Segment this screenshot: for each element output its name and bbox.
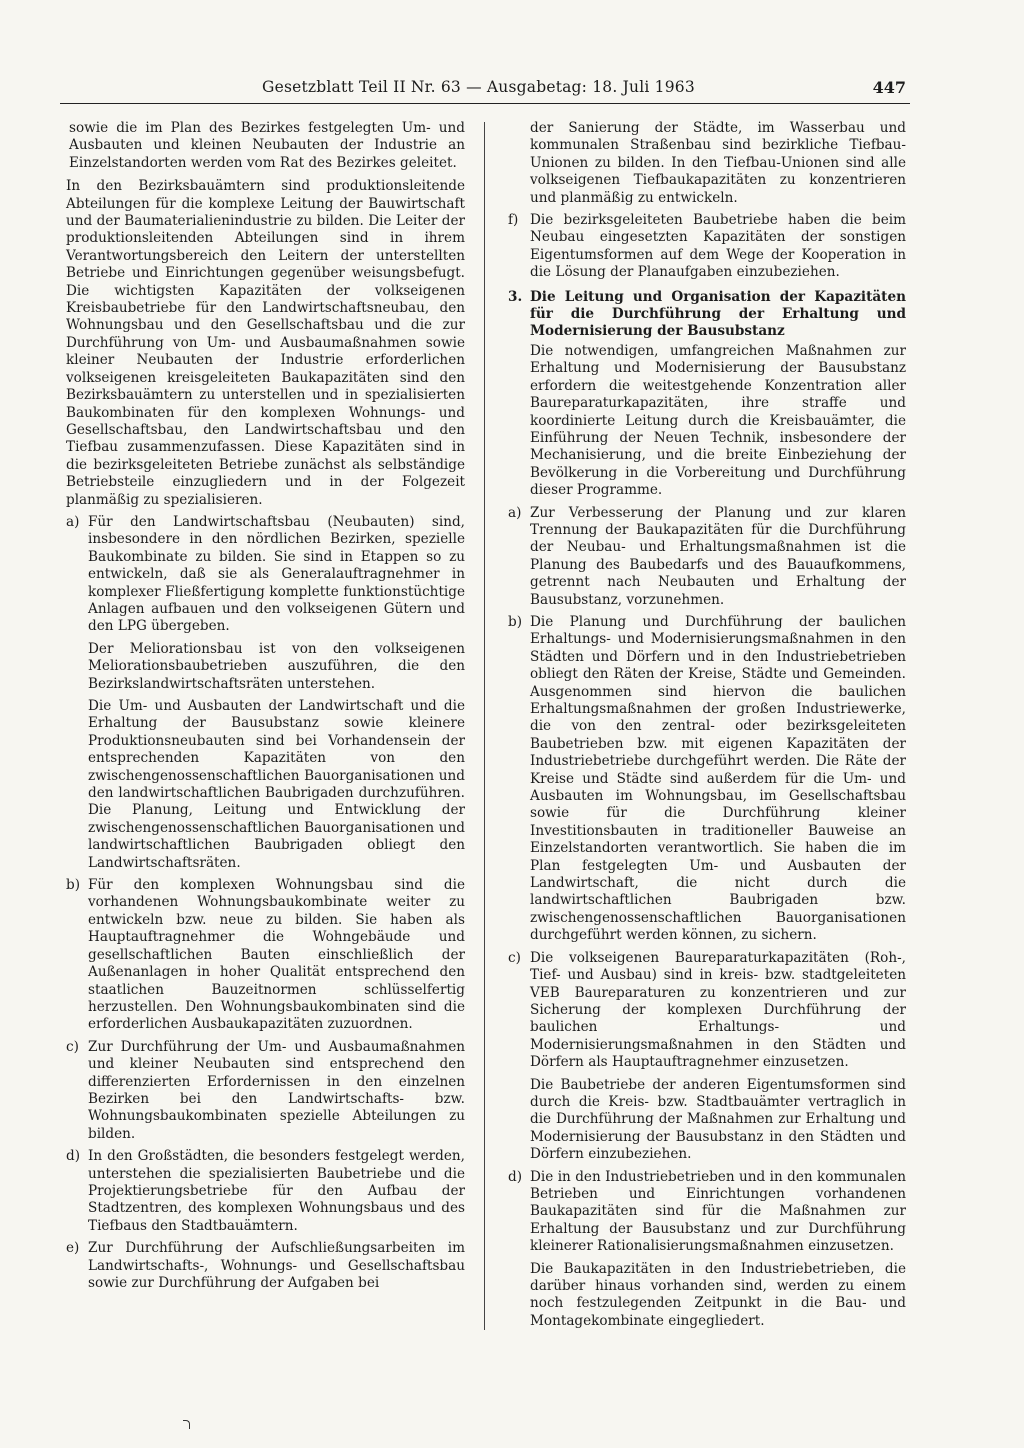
list-item-c [508, 950, 906, 1164]
item-marker: a) [66, 513, 80, 530]
page-number: 447 [872, 78, 906, 97]
item-paragraph: Die bezirksgeleiteten Baubetriebe haben die beim Neubau eingesetzten Kapazitäten der sonstigen Eigentumsformen auf dem Wege der Kooperation in die Lösung der Planaufgaben einzubeziehen. [530, 212, 906, 281]
item-marker: d) [66, 1148, 81, 1165]
header-rule [60, 103, 910, 104]
item-paragraph: Zur Verbesserung der Planung und zur klaren Trennung der Baukapazitäten für die Durchführung der Neubau- und Erhaltungsmaßnahmen ist die Planung des Baubedarfs und des Bauaufkommens, getrennt nach Neubauten und Erhaltung der Bausubstanz, vorzunehmen. [530, 504, 906, 608]
item-paragraph: Die in den Industriebetrieben und in den kommunalen Betrieben und Einrichtungen vorhandenen Baukapazitäten sind für die Maßnahmen zur Erhaltung der Bausubstanz und zur Durchführung kleinerer Rationalisierungsmaßnahmen einzusetzen. [530, 1168, 906, 1255]
page-header [262, 78, 912, 102]
item-marker: e) [66, 1240, 80, 1257]
item-paragraph: Für den komplexen Wohnungsbau sind die vorhandenen Wohnungsbaukombinate weiter zu entwickeln bzw. neue zu bilden. Sie haben als Hauptauftragnehmer die Wohngebäude und gesellschaftlichen Bauten einschließlich der Außenanlagen in hoher Qualität entsprechend den staatlichen Bauzeitnormen schlüsselfertig herzustellen. Den Wohnungsbaukombinaten sind die erforderlichen Ausbaukapazitäten zuzuordnen. [88, 877, 465, 1033]
item-marker: f) [508, 212, 519, 229]
item-marker: b) [66, 877, 81, 894]
item-paragraph: Die Baukapazitäten in den Industriebetrieben, die darüber hinaus vorhanden sind, werden zu einem noch festzulegenden Zeitpunkt in die Bau- und Montagekombinate eingegliedert. [530, 1260, 906, 1329]
item-paragraph: Die Planung und Durchführung der baulichen Erhaltungs- und Modernisierungsmaßnahmen in den Städten und Dörfern und in den Industriebetrieben obliegt den Räten der Kreise, Städte und Gemeinden. Ausgenommen sind hiervon die baulichen Erhaltungsmaßnahmen der großen Industriewerke, die von den zentral- oder bezirksgeleiteten Baubetrieben bzw. mit eigenen Kapazitäten der Industriebetriebe durchgeführt werden. Die Räte der Kreise und Städte sind außerdem für die Um- und Ausbauten im Wohnungsbau, im Gesellschaftsbau sowie für die Durchführung kleiner Investitionsbauten in traditioneller Bauweise an Einzelstandorten verantwortlich. Sie haben die im Plan festgelegten Um- und Ausbauten der Landwirtschaft, die nicht durch die landwirtschaftlichen Baubrigaden bzw. zwischengenossenschaftlichen Bauorganisationen durchgeführt werden können, zu sichern. [530, 613, 906, 944]
item-marker: d) [508, 1168, 523, 1185]
list-item-c [66, 1039, 465, 1143]
section-3 [508, 289, 906, 500]
list-item-d [508, 1169, 906, 1331]
item-marker: a) [508, 504, 522, 521]
section-number: 3. [508, 288, 523, 305]
list-item-b [66, 877, 465, 1034]
list-item-e-continued [508, 120, 906, 207]
stray-print-mark [183, 1420, 190, 1429]
section-intro: Die notwendigen, umfangreichen Maßnahmen zur Erhaltung und Modernisierung der Bausubstanz erfordern die weitestgehende Konzentration aller Baureparaturkapazitäten, ihre straffe und koordinierte Leitung durch die Kreisbauämter, die Einführung der Neuen Technik, insbesondere der Mechanisierung, und die breite Einbeziehung der Bevölkerung in die Vorbereitung und Durchführung dieser Programme. [530, 342, 906, 499]
item-paragraph: Die volkseigenen Baureparaturkapazitäten (Roh-, Tief- und Ausbau) sind in kreis- bzw. stadtgeleiteten VEB Baureparaturen zu konzentrieren und zur Sicherung der komplexen Durchführung der baulichen Erhaltungs- und Modernisierungsmaßnahmen in den Städten und Dörfern als Hauptauftragnehmer einzusetzen. [530, 949, 906, 1071]
right-column [508, 120, 906, 1330]
item-paragraph: Zur Durchführung der Aufschließungsarbeiten im Landwirtschafts-, Wohnungs- und Gesellschaftsbau sowie zur Durchführung der Aufgaben bei [88, 1240, 465, 1291]
item-marker: c) [508, 949, 521, 966]
column-divider [484, 122, 485, 1330]
list-item-b [508, 614, 906, 945]
section-heading: Die Leitung und Organisation der Kapazitäten für die Durchführung der Erhaltung und Modernisierung der Bausubstanz [530, 288, 906, 340]
list-item-a [508, 505, 906, 609]
item-marker: b) [508, 613, 523, 630]
item-paragraph: Die Um- und Ausbauten der Landwirtschaft und die Erhaltung der Bausubstanz sowie kleinere Produktionsneubauten sind bei Vorhandensein der entsprechenden Kapazitäten von den zwischengenossenschaftlichen Bauorganisationen und den landwirtschaftlichen Baubrigaden durchzuführen. Die Planung, Leitung und Entwicklung der zwischengenossenschaftlichen Bauorganisationen und landwirtschaftlichen Baubrigaden obliegt den Landwirtschaftsräten. [88, 698, 465, 871]
left-column [66, 120, 465, 1292]
list-item-e [66, 1240, 465, 1292]
item-paragraph: Der Meliorationsbau ist von den volkseigenen Meliorationsbaubetrieben auszuführen, die den Bezirkslandwirtschaftsräten unterstehen. [88, 640, 465, 692]
item-marker: c) [66, 1038, 79, 1055]
item-paragraph: Zur Durchführung der Um- und Ausbaumaßnahmen und kleiner Neubauten sind entsprechend den differenzierten Erfordernissen in den einzelnen Bezirken bei den Landwirtschafts- bzw. Wohnungsbaukombinaten spezielle Abteilungen zu bilden. [88, 1038, 465, 1142]
list-item-a [66, 514, 465, 872]
list-item-f [508, 212, 906, 282]
item-paragraph: der Sanierung der Städte, im Wasserbau und kommunalen Straßenbau sind bezirkliche Tiefbau-Unionen zu bilden. In den Tiefbau-Unionen sind alle volkseigenen Tiefbaukapazitäten zu konzentrieren und planmäßig zu entwickeln. [530, 120, 906, 206]
item-paragraph: Für den Landwirtschaftsbau (Neubauten) sind, insbesondere in den nördlichen Bezirken, spezielle Baukombinate zu bilden. Sie sind in Etappen so zu entwickeln, daß sie als Generalauftragnehmer in komplexer Fließfertigung komplette funktionstüchtige Anlagen aufbauen und den volkseigenen Gütern und den LPG übergeben. [88, 513, 465, 635]
paragraph-bezirksbauaemter: In den Bezirksbauämtern sind produktionsleitende Abteilungen für die komplexe Leitung der Bauwirtschaft und der Baumaterialienindustrie zu bilden. Die Leiter der produktionsleitenden Abteilungen sind in ihrem Verantwortungsbereich den Leitern der unterstellten Betriebe und Einrichtungen gegenüber weisungsbefugt. Die wichtigsten Kapazitäten der volkseigenen Kreisbaubetriebe für den Landwirtschaftsneubau, den Wohnungsbau und den Gesellschaftsbau und die zur Durchführung von Um- und Ausbaumaßnahmen sowie kleiner Neubauten der Industrie erforderlichen volkseigenen kreisgeleiteten Baukapazitäten sind den Bezirksbauämtern zu unterstellen und in spezialisierten Baukombinaten für den komplexen Wohnungs- und Gesellschaftsbau, den Landwirtschaftsbau und den Tiefbau zusammenzufassen. Diese Kapazitäten sind in die bezirksgeleiteten Betriebe zunächst als selbständige Betriebsteile einzugliedern und in der Folgezeit planmäßig zu spezialisieren. [66, 178, 465, 508]
item-paragraph: In den Großstädten, die besonders festgelegt werden, unterstehen die spezialisierten Baubetriebe und die Projektierungsbetriebe für den Aufbau der Stadtzentren, des komplexen Wohnungsbaus und des Tiefbaus den Stadtbauämtern. [88, 1148, 465, 1234]
item-paragraph: Die Baubetriebe der anderen Eigentumsformen sind durch die Kreis- bzw. Stadtbauämter vertraglich in die Durchführung der Maßnahmen zur Erhaltung und Modernisierung der Bausubstanz in den Städten und Dörfern einzubeziehen. [530, 1076, 906, 1163]
header-title: Gesetzblatt Teil II Nr. 63 — Ausgabetag: 18. Juli 1963 [262, 78, 695, 96]
continued-paragraph: sowie die im Plan des Bezirkes festgelegten Um- und Ausbauten und kleinen Neubauten der Industrie an Einzelstandorten werden vom Rat des Bezirkes geleitet. [69, 120, 465, 171]
list-item-d [66, 1148, 465, 1235]
